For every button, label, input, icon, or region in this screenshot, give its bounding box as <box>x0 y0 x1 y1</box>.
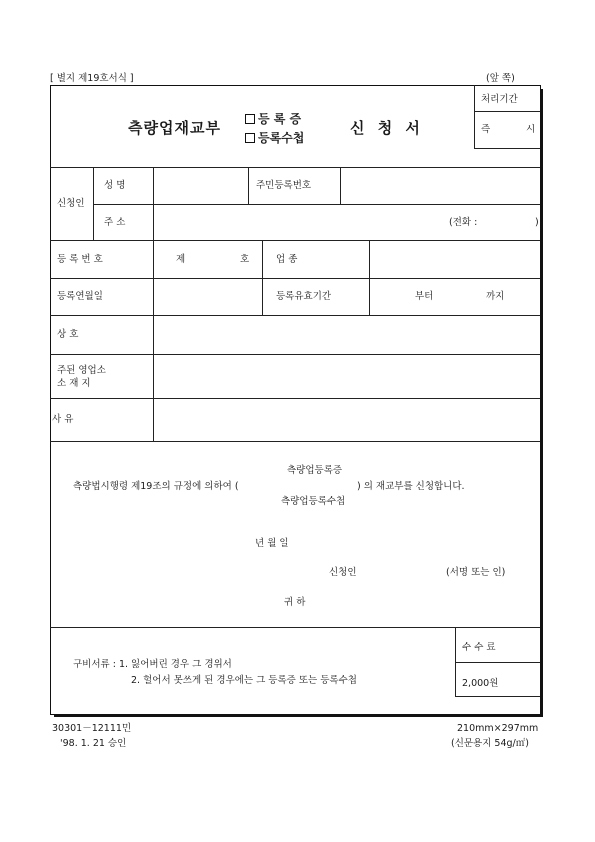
statement-upper-option: 측량업등록증 <box>287 465 343 476</box>
statement-applicant: 신청인 <box>329 567 357 578</box>
phone-label: (전화 : <box>449 217 478 228</box>
address-field[interactable] <box>154 205 444 239</box>
applicant-signature-field[interactable] <box>362 562 442 578</box>
registration-number-field[interactable] <box>186 242 236 276</box>
checkbox-booklet[interactable] <box>245 133 255 143</box>
business-type-label: 업 종 <box>276 254 298 265</box>
footer-approval: '98. 1. 21 승인 <box>60 738 127 749</box>
address-label: 주 소 <box>104 217 126 228</box>
fee-label: 수 수 료 <box>462 642 496 653</box>
name-field[interactable] <box>154 168 247 203</box>
valid-from: 부터 <box>415 291 434 302</box>
title-suffix: 신 청 서 <box>350 119 424 137</box>
applicant-section-label: 신청인 <box>57 198 85 209</box>
frame-shadow-right <box>540 89 543 717</box>
statement-main-right: ) 의 재교부를 신청합니다. <box>357 481 465 492</box>
processing-value-left: 즉 <box>481 124 491 135</box>
office-label-2: 소 재 지 <box>57 378 91 389</box>
processing-label: 처리기간 <box>481 94 518 105</box>
frame-shadow-bottom <box>54 714 543 717</box>
title-option-booklet: 등록수첩 <box>245 132 304 144</box>
reason-field[interactable] <box>154 399 539 440</box>
statement-main-left: 측량법시행령 제19조의 규정에 의하여 ( <box>73 481 239 492</box>
title-main: 측량업재교부 <box>128 119 221 137</box>
business-type-field[interactable] <box>370 242 539 276</box>
business-name-label: 상 호 <box>57 329 79 340</box>
checkbox-certificate[interactable] <box>245 114 255 124</box>
form-number: [ 별지 제19호서식 ] <box>50 73 134 84</box>
registration-date-label: 등록연월일 <box>57 291 103 302</box>
fee-amount: 2,000원 <box>462 678 499 689</box>
registration-date-field[interactable] <box>154 279 261 314</box>
required-documents-label: 구비서류 : 1. 잃어버린 경우 그 경위서 <box>73 659 232 670</box>
statement-signature: (서명 또는 인) <box>446 567 506 578</box>
statement-addressee: 귀 하 <box>284 597 306 608</box>
reason-label: 사 유 <box>52 414 74 425</box>
statement-date: 년 월 일 <box>255 538 289 549</box>
footer-size: 210mm×297mm <box>457 723 539 734</box>
name-label: 성 명 <box>104 180 126 191</box>
processing-value-right: 시 <box>526 124 536 135</box>
statement-lower-option: 측량업등록수첩 <box>281 496 346 507</box>
registration-number-prefix: 제 <box>176 254 186 265</box>
title-option-certificate: 등 록 증 <box>245 113 301 125</box>
footer-paper: (신문용지 54g/㎡) <box>451 738 529 749</box>
footer-code: 30301－12111민 <box>52 723 132 734</box>
valid-period-label: 등록유효기간 <box>276 291 332 302</box>
office-label-1: 주된 영업소 <box>57 365 106 376</box>
registration-number-label: 등 록 번 호 <box>57 254 103 265</box>
business-name-field[interactable] <box>154 316 539 353</box>
required-documents-item2: 2. 헐어서 못쓰게 된 경우에는 그 등록증 또는 등록수첩 <box>131 675 357 686</box>
phone-close: ) <box>535 217 539 228</box>
side-indicator: (앞 쪽) <box>486 73 515 84</box>
rrn-label: 주민등록번호 <box>256 180 312 191</box>
rrn-field[interactable] <box>341 168 539 203</box>
valid-to: 까지 <box>486 291 505 302</box>
registration-number-suffix: 호 <box>240 254 250 265</box>
office-location-field[interactable] <box>154 355 539 397</box>
